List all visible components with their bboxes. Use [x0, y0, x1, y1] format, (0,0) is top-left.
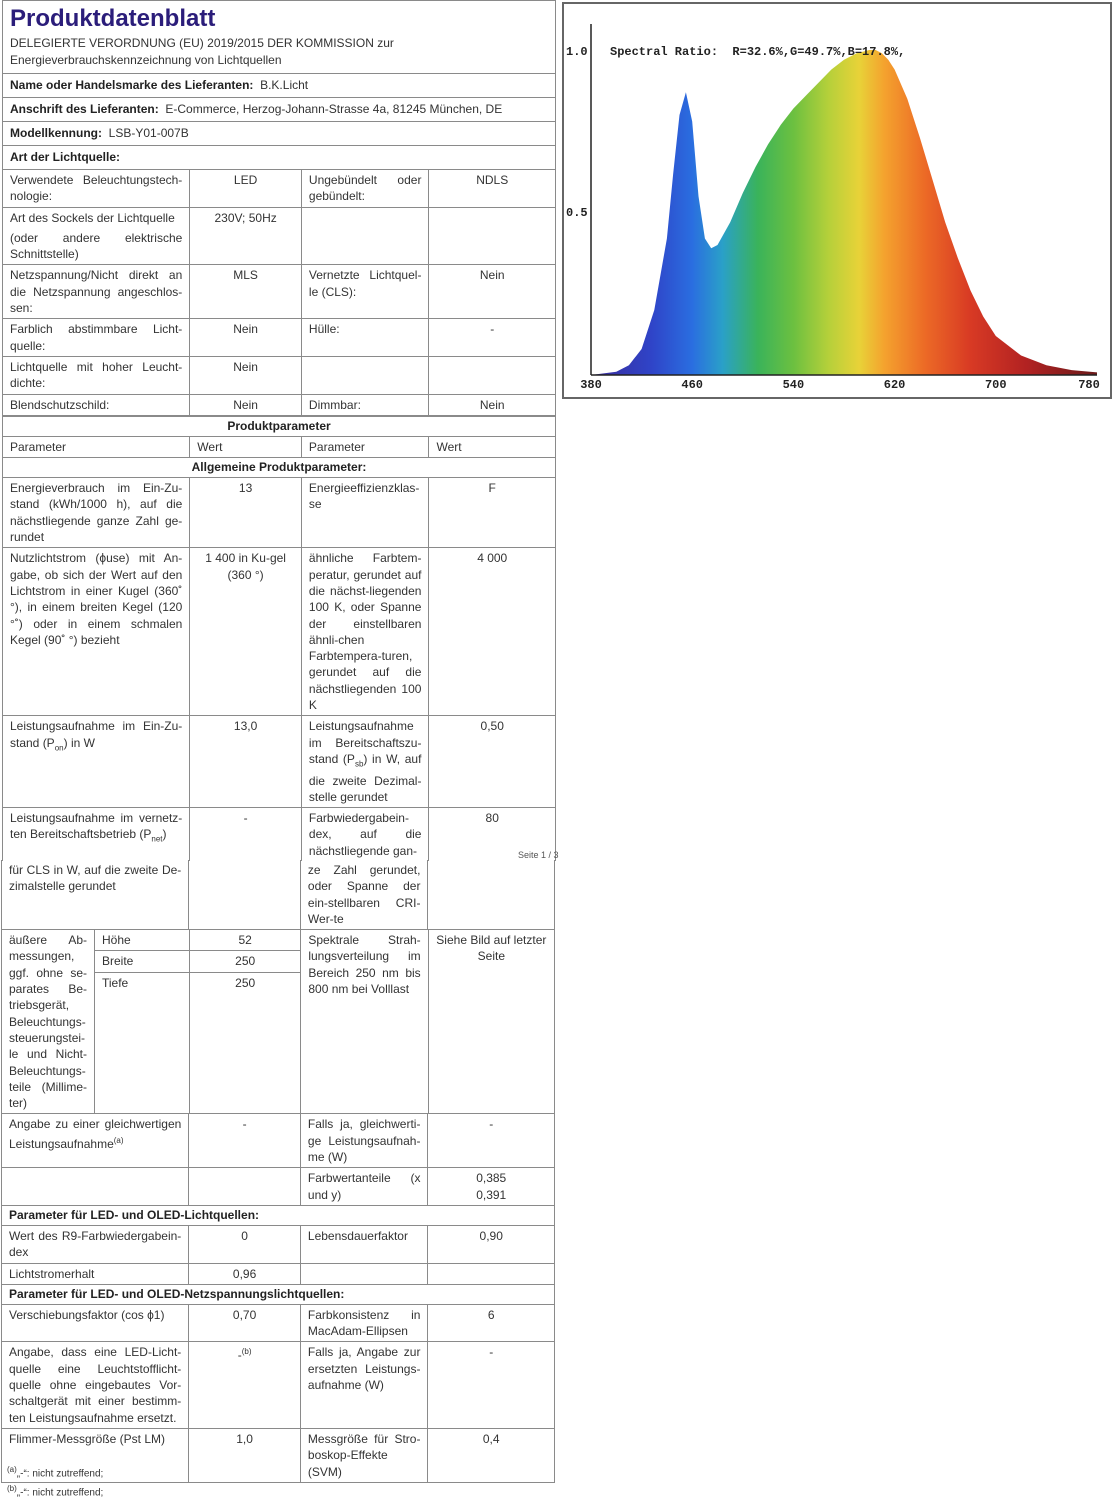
cell-value: -: [490, 322, 495, 337]
type-heading: Art der Lichtquelle:: [10, 150, 121, 164]
cell-value: [189, 1168, 301, 1205]
cell-value: 13,0: [190, 716, 302, 807]
cell-label: Verwendete Beleuchtungstech-nologie:: [3, 170, 190, 207]
text: ): [162, 827, 167, 842]
table-row: [3, 170, 555, 208]
dimension-values: [190, 930, 301, 1113]
cell-value: NDLS: [476, 173, 509, 187]
cell-label: Lichtstromerhalt: [2, 1264, 189, 1284]
model-value: LSB-Y01-007B: [108, 126, 189, 140]
text: ) in W, auf die zweite Dezimal-stelle gerundet: [308, 751, 422, 804]
table-row: [2, 1114, 554, 1168]
depth-label: Tiefe: [102, 975, 129, 990]
cell-value: 1 400 in Ku-gel (360 °): [190, 548, 302, 715]
cell-label: ähnliche Farbtem-peratur, gerundet auf die nächst-liegenden 100 K, oder Spanne der einstellbaren ähnli-chen Farbtempera-turen, gerundet auf die nächstliegenden 100 K: [302, 548, 430, 715]
cell-value: 13: [190, 478, 302, 547]
table-row: [2, 1342, 554, 1428]
cell-label: Flimmer-Messgröße (Pst LM): [2, 1429, 189, 1482]
cell-label: Dimmbar:: [302, 395, 430, 415]
footnote-mark: (a): [7, 1465, 17, 1474]
x-tick-label: 780: [1078, 378, 1100, 392]
x-ticks: [580, 378, 1100, 392]
cell-label: Lichtquelle mit hoher Leucht-dichte:: [3, 357, 190, 394]
subscript: on: [54, 743, 64, 752]
cell-label: Netzspannung/Nicht direkt an die Netzspannung angeschlos-sen:: [3, 265, 190, 318]
cell-value: [429, 208, 555, 265]
y-tick-label: 0.5: [566, 206, 588, 220]
cell-label: [3, 716, 190, 807]
cell-value: -: [190, 808, 302, 861]
cell-value: 0,70: [189, 1305, 301, 1342]
general-heading: Allgemeine Produktparameter:: [191, 460, 367, 475]
cell-label: [301, 1264, 429, 1284]
table-row: [3, 548, 555, 716]
cell-label: Farbkonsistenz in MacAdam-Ellipsen: [301, 1305, 429, 1342]
table-row: [3, 208, 555, 266]
text: -: [237, 1348, 242, 1363]
x-tick-label: 700: [984, 378, 1007, 392]
table-row: [3, 808, 555, 861]
x-tick-label: 540: [782, 378, 805, 392]
address-value: E-Commerce, Herzog-Johann-Strasse 4a, 81245 München, DE: [165, 102, 503, 116]
cell-value: 230V; 50Hz: [190, 208, 302, 265]
cell-label: ze Zahl gerundet, oder Spanne der ein-stellbaren CRI-Wer-te: [301, 860, 429, 929]
led-heading-row: [2, 1206, 554, 1226]
table-row: [2, 1264, 554, 1285]
model-label: Modellkennung:: [10, 126, 102, 140]
dimensions-row: [2, 930, 554, 1114]
cell-value: 0: [189, 1226, 301, 1263]
cell-label: Angabe, dass eine LED-Licht-quelle eine Leuchtstofflicht-quelle ohne eingebautes Vor-schaltgerät mit einer bestimm-ten Leistungsaufnahme ersetzt.: [2, 1342, 189, 1427]
table-row: [2, 1305, 554, 1343]
cell-label: für CLS in W, auf die zweite De-zimalstelle gerundet: [2, 860, 189, 929]
cell-value: Nein: [479, 268, 505, 283]
column-header: Wert: [190, 437, 302, 457]
chromaticity-y: 0,391: [476, 1187, 507, 1202]
socket-label: Art des Sockels der Lichtquelle: [10, 210, 175, 225]
column-header: Wert: [436, 439, 462, 454]
dimensions-cell: [2, 930, 190, 1113]
cell-value: [428, 860, 554, 929]
footnote-text: „-“: nicht zutreffend;: [16, 1468, 104, 1480]
cell-value: -: [489, 1117, 494, 1132]
cell-label: Ungebündelt oder gebündelt:: [302, 170, 430, 207]
cell-label: [3, 208, 190, 265]
header-section: [3, 1, 555, 74]
address-row: [3, 98, 555, 122]
cell-value: 4 000: [477, 551, 508, 566]
cell-label: [2, 1168, 189, 1205]
datasheet-page-2: [1, 860, 555, 1483]
text: Angabe zu einer gleichwertigen Leistungsaufnahme: [9, 1117, 182, 1151]
cell-label: Farblich abstimmbare Licht-quelle:: [3, 319, 190, 356]
cell-label: [3, 808, 190, 861]
cell-value: 0,4: [482, 1431, 500, 1446]
cell-label: Blendschutzschild:: [3, 395, 190, 415]
width-label: Breite: [102, 954, 134, 969]
datasheet-page-1: [2, 0, 556, 861]
text: ) in W: [63, 735, 95, 750]
cell-value: Nein: [479, 397, 505, 412]
table-row: [3, 319, 555, 357]
cell-value: 6: [487, 1307, 495, 1322]
footnote-text: „-“: nicht zutreffend;: [16, 1487, 104, 1499]
x-tick-label: 380: [580, 378, 602, 392]
table-row: [3, 716, 555, 808]
spectrum-area: [591, 50, 1097, 375]
dimensions-label: äußere Ab-messungen, ggf. ohne se-parates Be-triebsgerät, Beleuchtungs-steuerungstei-le und Nicht-Beleuchtungs-teile (Millime-ter): [2, 930, 95, 1113]
cell-label: Falls ja, Angabe zur ersetzten Leistungs-aufnahme (W): [301, 1342, 429, 1427]
cell-label: Energieeffizienzklas-se: [302, 478, 430, 547]
cell-label: Hülle:: [302, 319, 430, 356]
subscript: sb: [354, 759, 364, 769]
text: Leistungsaufnahme im Ein-Zu-stand (P: [10, 719, 183, 750]
cell-value: [428, 1264, 554, 1284]
table-row: [2, 1168, 554, 1206]
spectrum-svg: [564, 4, 1110, 397]
dimension-row: [95, 973, 189, 993]
cell-value: MLS: [190, 265, 302, 318]
cell-value: LED: [190, 170, 302, 207]
cell-value: 80: [485, 811, 499, 826]
socket-label-note: (oder andere elektrische Schnittstelle): [10, 230, 183, 262]
footnote-ref: (a): [113, 1135, 124, 1145]
cell-value: [189, 1342, 301, 1427]
params-heading: Produktparameter: [227, 418, 331, 433]
cell-value: 0,50: [480, 719, 504, 734]
table-row: [3, 357, 555, 395]
spectrum-chart: [562, 2, 1112, 399]
params-header-row: [3, 437, 555, 458]
cell-label: [302, 357, 430, 394]
x-tick-label: 620: [883, 378, 906, 392]
table-row: [2, 1226, 554, 1264]
cell-label: Energieverbrauch im Ein-Zu-stand (kWh/1000 h), auf die nächstliegende ganze Zahl ge-rundet: [3, 478, 190, 547]
cell-value: Siehe Bild auf letzter Seite: [436, 933, 547, 964]
chart-title: Spectral Ratio: R=32.6%,G=49.7%,B=17.8%,: [610, 45, 906, 59]
cell-value: Nein: [190, 319, 302, 356]
table-row: [3, 265, 555, 319]
dimension-list: [95, 930, 189, 1113]
width-value: 250: [190, 951, 300, 972]
text: Leistungsaufnahme im vernetz-ten Bereitschaftsbetrieb (P: [10, 811, 183, 842]
dimensions-inner: [2, 930, 189, 1113]
cell-value: F: [488, 481, 496, 496]
cell-value: 1,0: [189, 1429, 301, 1482]
cell-label: Wert des R9-Farbwiedergabein-dex: [2, 1226, 189, 1263]
y-tick-label: 1.0: [566, 45, 588, 59]
cell-label: Nutzlichtstrom (ϕuse) mit An-gabe, ob sich der Wert auf den Lichtstrom in einer Kugel (360˚ °), in einem breiten Kegel (120 °˚) oder in einem schmalen Kegel (90˚ °) bezieht: [3, 548, 190, 715]
cell-label: Farbwertanteile (x und y): [301, 1168, 429, 1205]
footnote-b: [7, 1484, 103, 1498]
cell-label: Messgröße für Stro-boskop-Effekte (SVM): [301, 1429, 429, 1482]
address-label: Anschrift des Lieferanten:: [10, 102, 159, 116]
cell-label: Farbwiedergabein-dex, auf die nächstliegende gan-: [302, 808, 430, 861]
brand-value: B.K.Licht: [260, 78, 309, 92]
chromaticity-x: 0,385: [476, 1171, 507, 1186]
cell-label: Verschiebungsfaktor (cos ϕ1): [2, 1305, 189, 1342]
general-heading-row: [3, 458, 555, 478]
height-label: Höhe: [102, 933, 131, 948]
regulation-subtitle: DELEGIERTE VERORDNUNG (EU) 2019/2015 DER KOMMISSION zur Energieverbrauchskennzeichnung von Lichtquellen: [10, 36, 394, 67]
cell-value: -: [489, 1345, 494, 1360]
dimension-row: [95, 951, 189, 972]
footnote-a: [7, 1465, 103, 1479]
cell-value: Nein: [190, 357, 302, 394]
cell-value: -: [189, 1114, 301, 1167]
cell-label: [302, 208, 430, 265]
cell-label: [302, 716, 430, 807]
brand-label: Name oder Handelsmarke des Lieferanten:: [10, 78, 254, 92]
cell-value: 0,90: [479, 1228, 503, 1243]
footnote-mark: (b): [7, 1484, 17, 1493]
depth-value: 250: [235, 975, 256, 990]
cell-value: 0,96: [189, 1264, 301, 1284]
table-row: [2, 860, 554, 930]
cell-label: [2, 1114, 189, 1167]
cell-value: [429, 357, 555, 394]
type-heading-row: [3, 146, 555, 170]
x-tick-label: 460: [681, 378, 704, 392]
mains-heading: Parameter für LED- und OLED-Netzspannungslichtquellen:: [9, 1286, 345, 1301]
footnote-ref: (b): [241, 1347, 252, 1357]
column-header: Parameter: [3, 437, 190, 457]
cell-value: [189, 860, 301, 929]
dimension-row: [95, 930, 189, 951]
mains-heading-row: [2, 1285, 554, 1305]
cell-label: Vernetzte Lichtquel-le (CLS):: [302, 265, 430, 318]
cell-value: Nein: [190, 395, 302, 415]
page-title: Produktdatenblatt: [10, 5, 216, 32]
height-value: 52: [190, 930, 300, 951]
model-row: [3, 122, 555, 146]
brand-row: [3, 74, 555, 98]
cell-label: Lebensdauerfaktor: [301, 1226, 429, 1263]
text: Leistungsaufnahme im Bereitschaftszu-stand (P: [308, 719, 422, 766]
table-row: [3, 395, 555, 417]
table-row: [3, 478, 555, 548]
cell-label: Spektrale Strah-lungsverteilung im Bereich 250 nm bis 800 nm bei Volllast: [301, 930, 428, 1113]
page-number: Seite 1 / 3: [518, 850, 559, 860]
led-heading: Parameter für LED- und OLED-Lichtquellen:: [9, 1207, 260, 1222]
params-heading-row: [3, 417, 555, 437]
subscript: net: [151, 834, 163, 844]
column-header: Parameter: [302, 437, 430, 457]
cell-label: Falls ja, gleichwerti-ge Leistungsaufnah-me (W): [301, 1114, 429, 1167]
cell-value: [428, 1168, 554, 1205]
